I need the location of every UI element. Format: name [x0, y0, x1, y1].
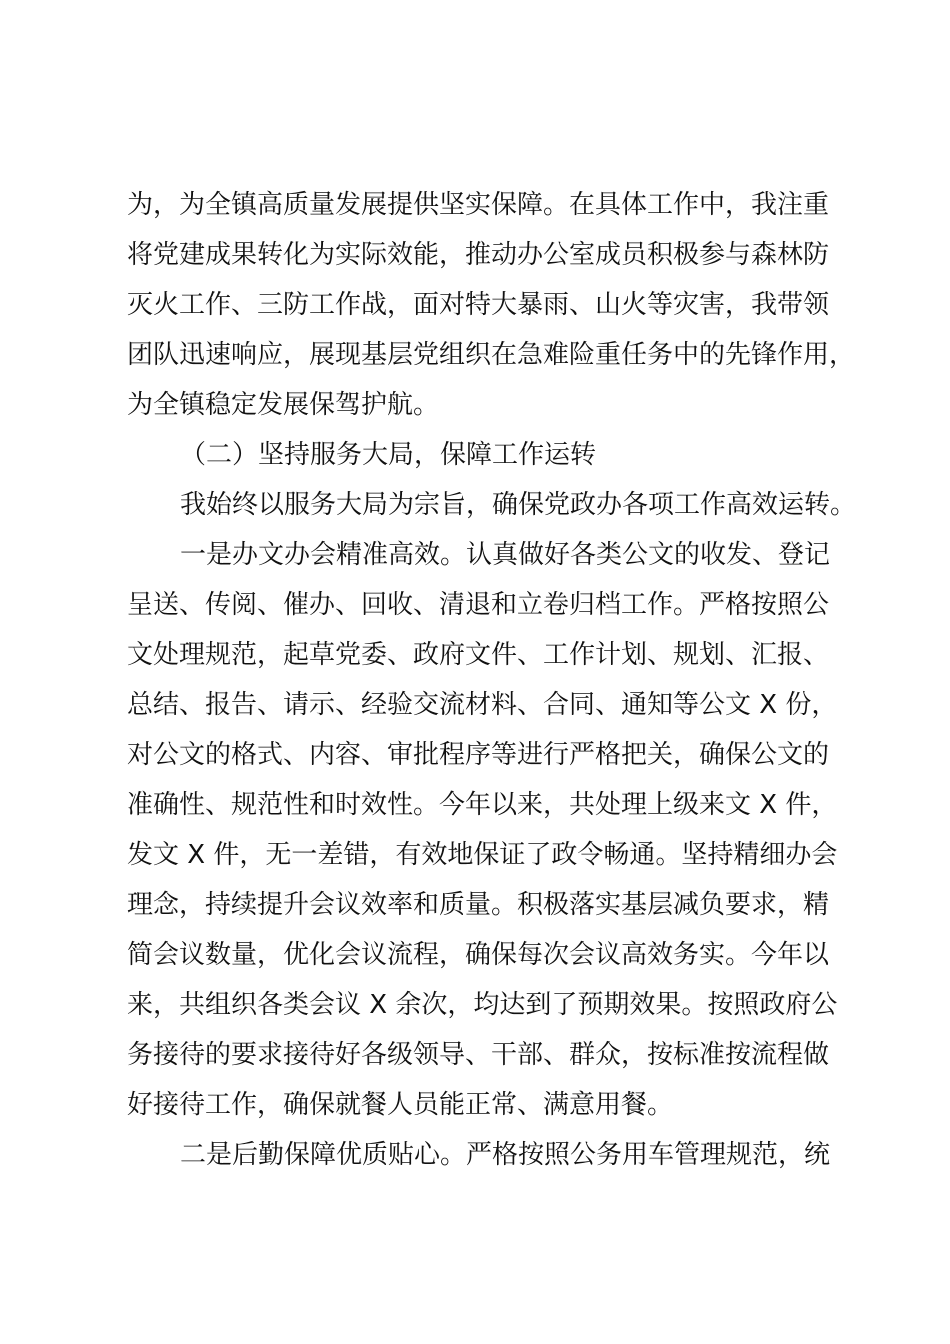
body-line-10: 文处理规范，起草党委、政府文件、工作计划、规划、汇报、: [127, 640, 830, 670]
body-line-12: 对公文的格式、内容、审批程序等进行严格把关，确保公文的: [127, 740, 830, 770]
body-line-15: 理念，持续提升会议效率和质量。积极落实基层减负要求，精: [127, 890, 830, 920]
body-line-2: 将党建成果转化为实际效能，推动办公室成员积极参与森林防: [127, 240, 830, 270]
body-line-17: 来，共组织各类会议 X 余次，均达到了预期效果。按照政府公: [127, 990, 838, 1020]
body-line-11: 总结、报告、请示、经验交流材料、合同、通知等公文 X 份，: [127, 690, 838, 720]
section-heading: （二）坚持服务大局，保障工作运转: [180, 440, 597, 470]
body-line-18: 务接待的要求接待好各级领导、干部、群众，按标准按流程做: [127, 1040, 830, 1070]
body-line-19: 好接待工作，确保就餐人员能正常、满意用餐。: [127, 1090, 674, 1120]
body-line-3: 灭火工作、三防工作战，面对特大暴雨、山火等灾害，我带领: [127, 290, 830, 320]
body-line-9: 呈送、传阅、催办、回收、清退和立卷归档工作。严格按照公: [127, 590, 830, 620]
body-line-16: 简会议数量，优化会议流程，确保每次会议高效务实。今年以: [127, 940, 830, 970]
body-line-20: 二是后勤保障优质贴心。严格按照公务用车管理规范，统: [180, 1140, 831, 1170]
body-line-8: 一是办文办会精准高效。认真做好各类公文的收发、登记: [180, 540, 831, 570]
body-line-4: 团队迅速响应，展现基层党组织在急难险重任务中的先锋作用，: [127, 340, 856, 370]
body-line-1: 为，为全镇高质量发展提供坚实保障。在具体工作中，我注重: [127, 190, 830, 220]
body-line-5: 为全镇稳定发展保驾护航。: [127, 390, 440, 420]
body-line-13: 准确性、规范性和时效性。今年以来，共处理上级来文 X 件，: [127, 790, 838, 820]
body-line-14: 发文 X 件，无一差错，有效地保证了政令畅通。坚持精细办会: [127, 840, 838, 870]
paragraph-intro: 我始终以服务大局为宗旨，确保党政办各项工作高效运转。: [180, 490, 857, 520]
